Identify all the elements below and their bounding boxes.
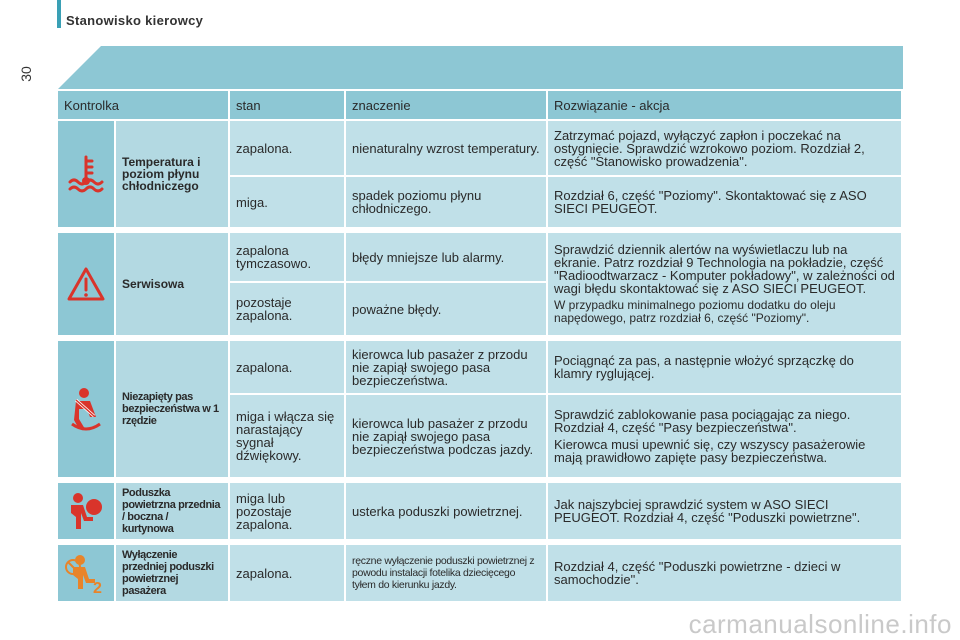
state-cell: zapalona tymczasowo. [230,233,346,283]
header-accent-bar [57,0,61,28]
light-name: Wyłączenie przedniej poduszki powietrznej pasażera [116,545,230,603]
table-header-row [58,91,903,121]
action-cell: Jak najszybciej sprawdzić system w ASO SIECI PEUGEOT. Rozdział 4, część "Poduszki powietrzne". [548,483,903,541]
warning-triangle-icon [58,233,116,337]
state-cell: miga. [230,177,346,229]
state-cell: miga i włącza się narastający sygnał dźwiękowy. [230,395,346,479]
watermark: carmanualsonline.info [688,609,952,639]
state-cell: pozostaje zapalona. [230,283,346,337]
meaning-cell: poważne błędy. [346,283,548,337]
action-cell: Pociągnąć za pas, a następnie włożyć sprzączkę do klamry ryglującej. [548,341,903,395]
light-name: Niezapięty pas bezpieczeństwa w 1 rzędzie [116,341,230,479]
action-text: Sprawdzić dziennik alertów na wyświetlaczu lub na ekranie. Patrz rozdział 9 Technologia na pokładzie, część "Radioodtwarzacz - Komputer pokładowy", w zależności od wagi błędu skontaktować się z ASO SIECI PEUGEOT. [554,242,895,296]
table-row [58,545,903,603]
light-name: Poduszka powietrzna przednia / boczna / kurtynowa [116,483,230,541]
column-header: Kontrolka [58,91,230,121]
action-cell: Zatrzymać pojazd, wyłączyć zapłon i poczekać na ostygnięcie. Sprawdzić wzrokowo poziom. Rozdział 2, część "Stanowisko prowadzenia". [548,121,903,177]
action-cell: Rozdział 4, część "Poduszki powietrzne - dzieci w samochodzie". [548,545,903,603]
meaning-cell: usterka poduszki powietrznej. [346,483,548,541]
action-cell: Rozdział 6, część "Poziomy". Skontaktować się z ASO SIECI PEUGEOT. [548,177,903,229]
page-header-title: Stanowisko kierowcy [66,13,204,28]
warning-lights-table [58,91,903,603]
column-header: Rozwiązanie - akcja [548,91,903,121]
meaning-cell: nienaturalny wzrost temperatury. [346,121,548,177]
table-row [58,233,903,283]
light-name: Serwisowa [116,233,230,337]
action-cell [548,395,903,479]
column-header: znaczenie [346,91,548,121]
table-row [58,341,903,395]
meaning-cell: kierowca lub pasażer z przodu nie zapiął swojego pasa bezpieczeństwa. [346,341,548,395]
meaning-cell: spadek poziomu płynu chłodniczego. [346,177,548,229]
action-cell [548,233,903,337]
meaning-cell: kierowca lub pasażer z przodu nie zapiął swojego pasa bezpieczeństwa podczas jazdy. [346,395,548,479]
meaning-cell: ręczne wyłączenie poduszki powietrznej z powodu instalacji fotelika dziecięcego tyłem do kierunku jazdy. [346,545,548,603]
svg-text:2: 2 [93,580,102,595]
light-name: Temperatura i poziom płynu chłodniczego [116,121,230,229]
column-header: stan [230,91,346,121]
meaning-cell: błędy mniejsze lub alarmy. [346,233,548,283]
decorative-header-band [58,46,903,89]
action-text: Sprawdzić zablokowanie pasa pociągając za niego. Rozdział 4, część "Pasy bezpieczeństwa". [554,407,851,435]
table-row [58,483,903,541]
state-cell: zapalona. [230,121,346,177]
passenger-airbag-off-icon [58,545,116,603]
airbag-icon [58,483,116,541]
state-cell: zapalona. [230,545,346,603]
page-number: 30 [17,66,34,82]
action-note: Kierowca musi upewnić się, czy wszyscy pasażerowie mają prawidłowo zapięte pasy bezpieczeństwa. [554,437,866,465]
table-row [58,121,903,177]
seatbelt-icon [58,341,116,479]
state-cell: zapalona. [230,341,346,395]
coolant-temperature-icon [58,121,116,229]
action-note: W przypadku minimalnego poziomu dodatku do oleju napędowego, patrz rozdział 6, część "Poziomy". [554,298,836,325]
state-cell: miga lub pozostaje zapalona. [230,483,346,541]
